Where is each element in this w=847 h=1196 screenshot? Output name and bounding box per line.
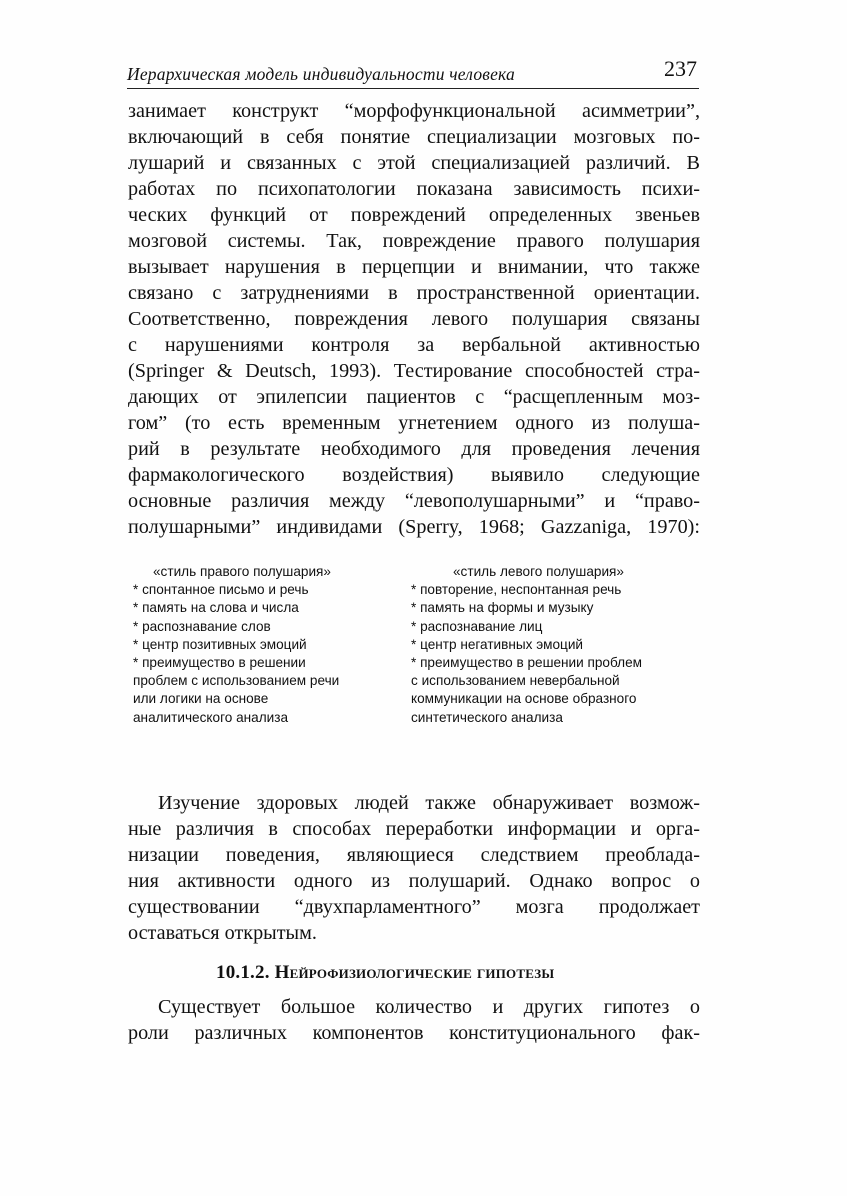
running-title: Иерархическая модель индивидуальности человека	[127, 64, 515, 84]
text-line: Изучение здоровых людей также обнаруживает возмож-	[158, 792, 700, 814]
section-heading	[216, 962, 554, 984]
list-item: * распознавание лиц	[411, 618, 543, 634]
right-hemisphere-column	[133, 563, 339, 727]
text-line: с нарушениями контроля за вербальной активностью	[128, 334, 700, 356]
section-title: Нейрофизиологические гипотезы	[274, 962, 555, 983]
text-line: лушарий и связанных с этой специализацией различий. В	[128, 152, 700, 174]
column-heading: «стиль левого полушария»	[453, 564, 624, 579]
text-line: ческих функций от повреждений определенных звеньев	[128, 204, 700, 226]
list-item: * центр позитивных эмоций	[133, 636, 307, 652]
text-line: существовании “двухпарламентного” мозга продолжает	[128, 896, 700, 918]
text-line: работах по психопатологии показана зависимость психи-	[128, 178, 700, 200]
page-number: 237	[664, 56, 697, 81]
list-item: * распознавание слов	[133, 618, 271, 634]
text-line: гом” (то есть временным угнетением одного из полуша-	[128, 412, 700, 434]
text-line: ния активности одного из полушарий. Однако вопрос о	[128, 870, 700, 892]
list-item: коммуникации на основе образного	[411, 691, 637, 707]
text-line: вызывает нарушения в перцепции и внимании, что также	[128, 256, 700, 278]
text-line: оставаться открытым.	[128, 922, 317, 944]
text-line: ные различия в способах переработки информации и орга-	[128, 818, 700, 840]
text-line: связано с затруднениями в пространственной ориентации.	[128, 282, 700, 304]
text-line: включающий в себя понятие специализации мозговых по-	[128, 126, 700, 148]
list-item: или логики на основе	[133, 691, 269, 707]
text-line: занимает конструкт “морфофункциональной асимметрии”,	[128, 100, 700, 122]
paragraph-1	[128, 98, 700, 540]
section-number: 10.1.2.	[216, 962, 270, 983]
paragraph-3	[128, 994, 700, 1046]
text-line: основные различия между “левополушарными” и “право-	[128, 490, 700, 512]
list-item: проблем с использованием речи	[133, 673, 340, 689]
text-line: роли различных компонентов конституционального фак-	[128, 1022, 700, 1044]
list-item: * повторение, неспонтанная речь	[411, 582, 622, 598]
list-item: аналитического анализа	[133, 709, 289, 725]
text-line: рий в результате необходимого для проведения лечения	[128, 438, 700, 460]
column-heading: «стиль правого полушария»	[153, 564, 331, 579]
list-item: синтетического анализа	[411, 709, 563, 725]
text-line: низации поведения, являющиеся следствием преоблада-	[128, 844, 700, 866]
text-line: дающих от эпилепсии пациентов с “расщепленным моз-	[128, 386, 700, 408]
list-item: с использованием невербальной	[411, 673, 620, 689]
paragraph-2	[128, 790, 700, 946]
list-item: * память на слова и числа	[133, 600, 299, 616]
list-item: * преимущество в решении	[133, 655, 306, 671]
list-item: * преимущество в решении проблем	[411, 655, 643, 671]
list-item: * спонтанное письмо и речь	[133, 582, 309, 598]
left-hemisphere-column	[411, 563, 642, 727]
running-header	[127, 52, 699, 89]
text-line: мозговой системы. Так, повреждение правого полушария	[128, 230, 700, 252]
text-line: Существует большое количество и других гипотез о	[158, 996, 700, 1018]
list-item: * память на формы и музыку	[411, 600, 594, 616]
text-line: фармакологического воздействия) выявило следующие	[128, 464, 700, 486]
list-item: * центр негативных эмоций	[411, 636, 584, 652]
text-line: полушарными” индивидами (Sperry, 1968; Gazzaniga, 1970):	[128, 516, 700, 538]
text-line: (Springer & Deutsch, 1993). Тестирование способностей стра-	[128, 360, 700, 382]
text-line: Соответственно, повреждения левого полушария связаны	[128, 308, 700, 330]
